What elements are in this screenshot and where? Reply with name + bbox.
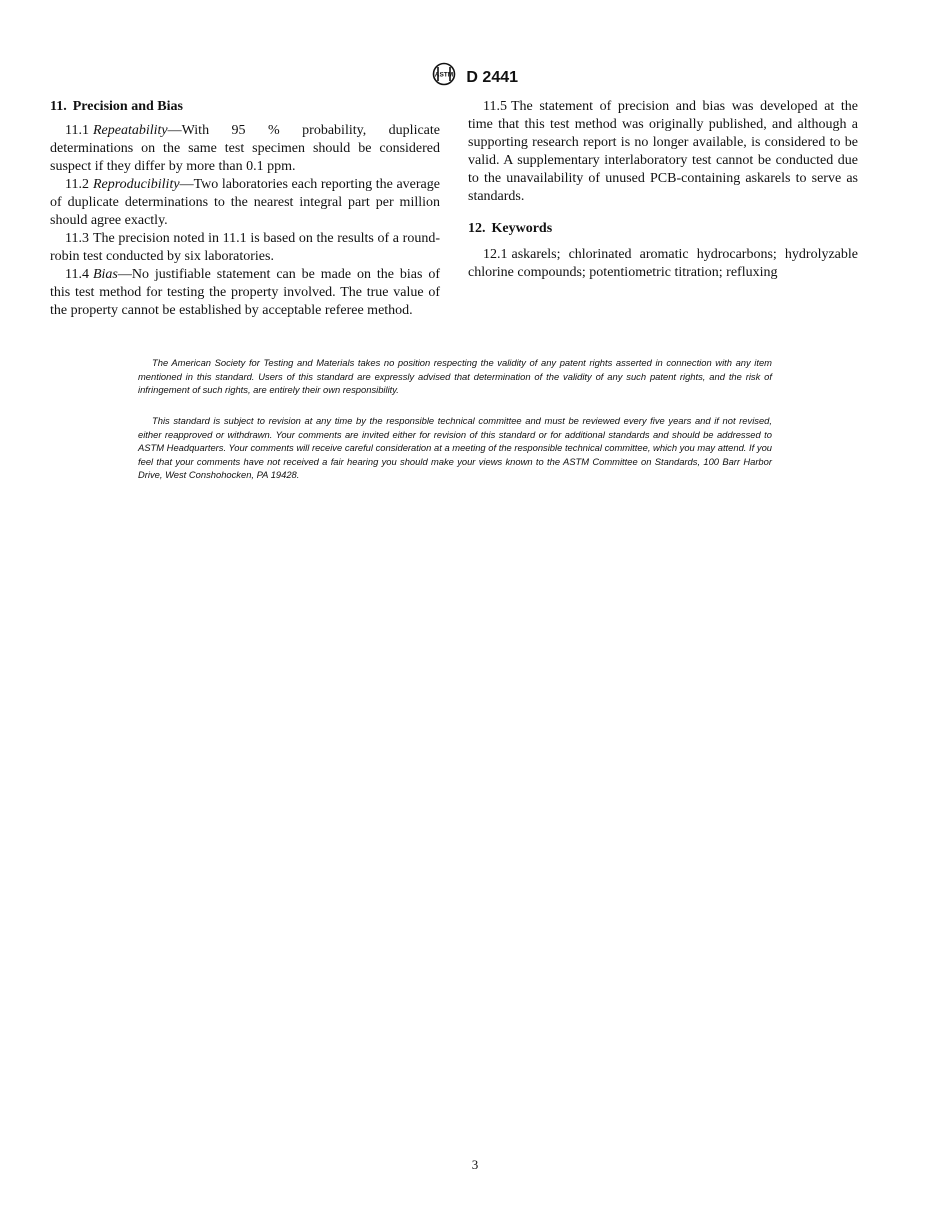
paragraph-text: —No justifiable statement can be made on the bias of this test method for testing the property involved. The true value of the property cannot be established by acceptable referee method. bbox=[50, 267, 440, 318]
section-12-heading bbox=[468, 220, 858, 238]
paragraph-number: 11.2 bbox=[65, 177, 89, 192]
svg-text:ASTM: ASTM bbox=[434, 71, 454, 79]
paragraph-term: Bias bbox=[92, 267, 118, 282]
paragraph-number: 11.4 bbox=[65, 267, 89, 282]
paragraph-text: —With 95 % probability, duplicate determinations on the same test specimen should be considered suspect if they differ by more than 0.1 ppm. bbox=[50, 123, 440, 174]
section-11-heading bbox=[50, 98, 440, 116]
paragraph-number: 11.3 bbox=[65, 231, 89, 246]
paragraph-number: 12.1 bbox=[483, 247, 508, 262]
paragraph-text: The statement of precision and bias was developed at the time that this test method was originally published, and although a supporting research report is no longer available, is considered to be valid. A supplementary interlaboratory test cannot be conducted due to the unavailability of unused PCB-containing askarels to serve as standards. bbox=[468, 99, 858, 204]
paragraph-number: 11.5 bbox=[483, 99, 507, 114]
paragraph-11-2 bbox=[50, 176, 440, 230]
patent-notice: The American Society for Testing and Materials takes no position respecting the validity of any patent rights asserted in connection with any item mentioned in this standard. Users of this standard are expressly advised that determination of the validity of any such patent rights, and the risk of infringement of such rights, are entirely their own responsibility. bbox=[138, 357, 772, 395]
paragraph-term: Repeatability bbox=[92, 123, 168, 138]
left-column bbox=[50, 98, 440, 320]
paragraph-text: askarels; chlorinated aromatic hydrocarbons; hydrolyzable chlorine compounds; potentiometric titration; refluxing bbox=[468, 247, 858, 280]
paragraph-term: Reproducibility bbox=[92, 177, 180, 192]
right-column bbox=[468, 98, 858, 282]
paragraph-12-1 bbox=[468, 246, 858, 282]
paragraph-text: —Two laboratories each reporting the average of duplicate determinations to the nearest integral part per million should agree exactly. bbox=[50, 177, 440, 228]
section-title: Precision and Bias bbox=[72, 99, 183, 114]
paragraph-text: The precision noted in 11.1 is based on the results of a round-robin test conducted by six laboratories. bbox=[50, 231, 440, 264]
section-number: 12. bbox=[468, 221, 486, 236]
standard-designation: D 2441 bbox=[466, 68, 519, 86]
revision-notice: This standard is subject to revision at any time by the responsible technical committee and must be reviewed every five years and if not revised, either reapproved or withdrawn. Your comments are invited either for revision of this standard or for additional standards and should be addressed to ASTM Headquarters. Your comments will receive careful consideration at a meeting of the responsible technical committee, which you may attend. If you feel that your comments have not received a fair hearing you should make your views known to the ASTM Committee on Standards, 100 Barr Harbor Drive, West Conshohocken, PA 19428. bbox=[138, 415, 772, 480]
astm-logo-icon bbox=[432, 62, 456, 93]
paragraph-11-5 bbox=[468, 98, 858, 206]
paragraph-11-4 bbox=[50, 266, 440, 320]
paragraph-11-3 bbox=[50, 230, 440, 266]
paragraph-number: 11.1 bbox=[65, 123, 89, 138]
document-header bbox=[0, 62, 950, 93]
page-number: 3 bbox=[471, 1157, 479, 1172]
section-number: 11. bbox=[50, 99, 67, 114]
paragraph-11-1 bbox=[50, 122, 440, 176]
section-title: Keywords bbox=[491, 221, 553, 236]
